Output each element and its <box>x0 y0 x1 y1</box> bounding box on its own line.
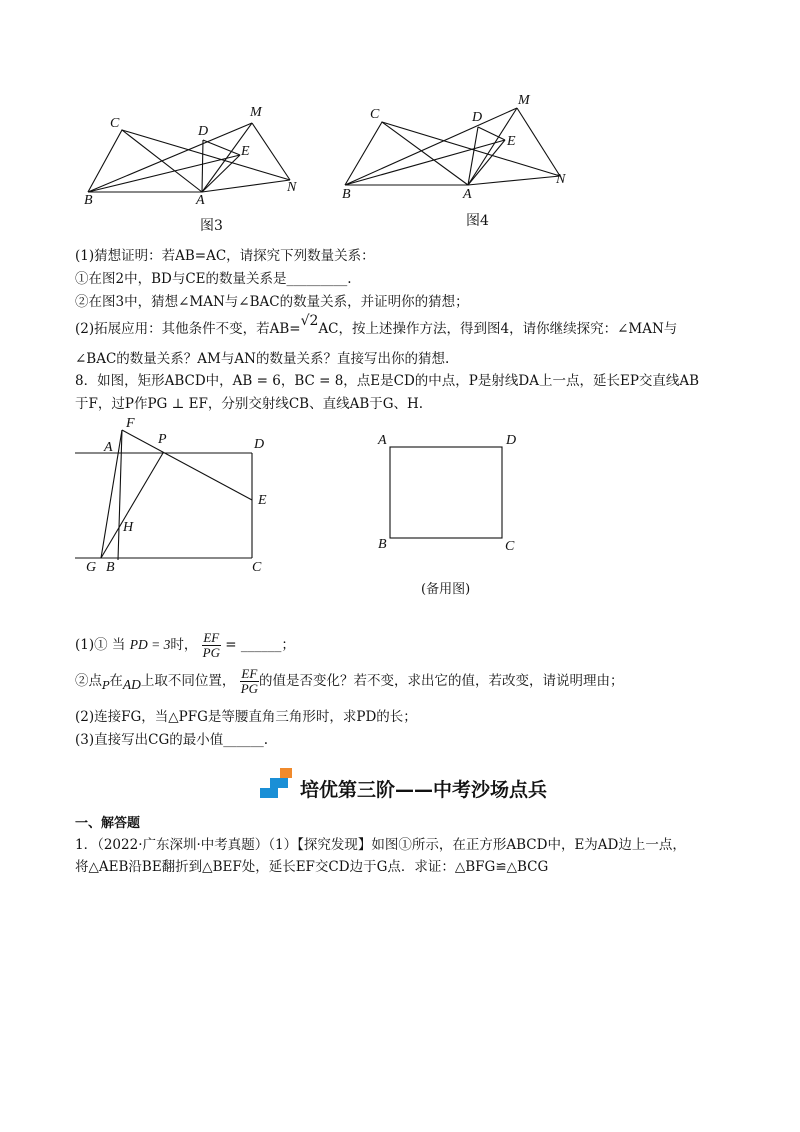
fig3-caption: 图3 <box>200 218 223 234</box>
fig4-label-m: M <box>518 93 530 108</box>
q8-label-f: F <box>126 416 135 431</box>
fig3-label-b: B <box>84 193 93 208</box>
fig3-label-d: D <box>198 124 209 139</box>
q8-label-b: B <box>106 560 115 575</box>
section-logo-icon <box>258 768 298 802</box>
q8-sub2-d: 的值是否变化？若不变，求出它的值，若改变，请说明理由； <box>259 673 624 689</box>
fraction-denominator: PG <box>202 645 220 660</box>
q8-label-e: E <box>258 493 267 508</box>
q7-part2-a: (2)拓展应用：其他条件不变，若AB= <box>75 321 301 337</box>
fig4-label-d: D <box>472 110 483 125</box>
q8-line1: 8．如图，矩形ABCD中，AB = 6，BC = 8，点E是CD的中点，P是射线DA上一点，延长EP交直线AB <box>75 373 700 389</box>
q8-sub2-c: 上取不同位置， <box>140 673 236 689</box>
q8-label-c: C <box>252 560 262 575</box>
fig3-label-a: A <box>196 193 205 208</box>
q7-part1: (1)猜想证明：若AB=AC，请探究下列数量关系： <box>75 248 375 264</box>
fig3-label-n: N <box>287 180 297 195</box>
q8-label-h: H <box>123 520 134 535</box>
p1-line1: 1．（2022·广东深圳·中考真题）（1）【探究发现】如图①所示，在正方形ABCD中，E为AD边上一点， <box>75 837 686 853</box>
fig3-label-e: E <box>241 144 250 159</box>
q8-sub1-b: 时， <box>170 637 198 653</box>
q8-fraction-2 <box>240 667 259 696</box>
p1-line2: 将△AEB沿BE翻折到△BEF处，延长EF交CD边于G点．求证：△BFG≌△BCG <box>75 859 549 875</box>
fig4-label-a: A <box>463 187 472 202</box>
fig4-label-b: B <box>342 187 351 202</box>
fig3-label-c: C <box>110 116 120 131</box>
fig4-caption: 图4 <box>466 213 489 229</box>
fig4-label-c: C <box>370 107 380 122</box>
q8-sub2-p: P <box>102 679 110 692</box>
q8-sub1-a: (1)① 当 <box>75 637 126 653</box>
fig4-label-n: N <box>556 172 566 187</box>
q8-sub2-b: 在 <box>109 673 123 689</box>
spare-label-d: D <box>506 433 517 448</box>
q8-sub1 <box>75 630 295 660</box>
q8-sub2 <box>75 666 624 697</box>
spare-label-b: B <box>378 537 387 552</box>
fig3-label-m: M <box>250 105 262 120</box>
q8-fraction-1 <box>202 631 221 660</box>
q8-label-a: A <box>104 440 113 455</box>
q8-line2: 于F，过P作PG ⊥ EF，分别交射线CB、直线AB于G、H. <box>75 396 424 412</box>
q7-item1: ①在图2中，BD与CE的数量关系是_________. <box>75 271 352 287</box>
q8-sub2-a: ②点 <box>75 673 102 689</box>
fraction-numerator: EF <box>241 666 258 681</box>
spare-label-c: C <box>505 539 515 554</box>
q8-sub2-ad: AD <box>122 677 141 692</box>
q7-part2-c: ∠BAC的数量关系？AM与AN的数量关系？直接写出你的猜想. <box>75 351 450 367</box>
q8-label-g: G <box>86 560 97 575</box>
q8-sub4: (3)直接写出CG的最小值______. <box>75 732 269 748</box>
spare-label-a: A <box>378 433 387 448</box>
spare-caption: (备用图) <box>421 582 471 597</box>
section-title: 培优第三阶——中考沙场点兵 <box>300 779 548 801</box>
q7-part2-b: AC，按上述操作方法，得到图4，请你继续探究：∠MAN与 <box>318 321 678 337</box>
q8-label-d: D <box>254 437 265 452</box>
q7-sqrt2: √2 <box>300 313 319 329</box>
q8-sub1-c: = ______； <box>225 637 295 653</box>
fraction-denominator: PG <box>240 681 259 696</box>
q8-sub1-pd: PD = 3 <box>129 637 171 652</box>
section-heading: 一、解答题 <box>75 816 141 831</box>
q8-sub3: (2)连接FG，当△PFG是等腰直角三角形时，求PD的长； <box>75 709 417 725</box>
fig4-label-e: E <box>507 134 516 149</box>
q8-label-p: P <box>158 432 167 447</box>
fraction-numerator: EF <box>203 630 220 645</box>
q7-item2: ②在图3中，猜想∠MAN与∠BAC的数量关系，并证明你的猜想； <box>75 294 469 310</box>
